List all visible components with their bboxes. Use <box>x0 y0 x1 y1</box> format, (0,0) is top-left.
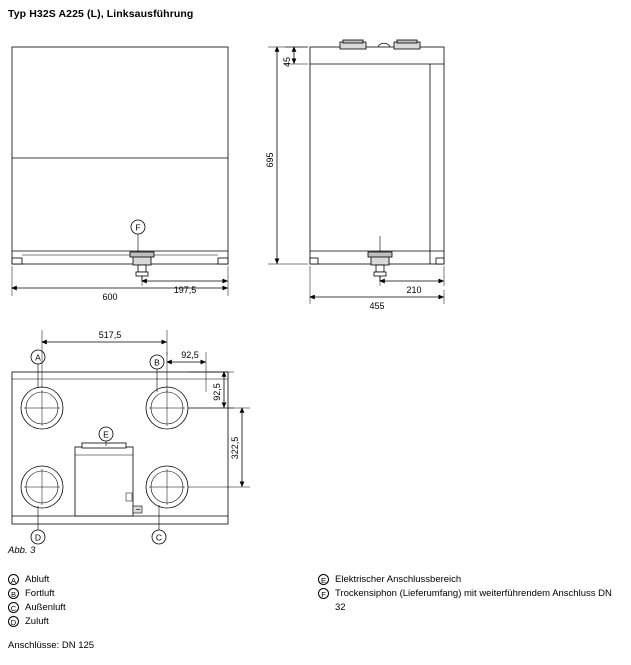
legend-key-a: A <box>8 574 19 585</box>
callout-f-label: F <box>135 222 141 233</box>
figure-caption: Abb. 3 <box>8 545 36 556</box>
connection-footnote: Anschlüsse: DN 125 <box>8 640 95 651</box>
legend-right <box>318 573 618 615</box>
callout-a-label: A <box>35 352 41 363</box>
dim-455-label: 455 <box>369 301 385 311</box>
legend-label-b: Fortluft <box>25 588 55 599</box>
callout-d-label: D <box>34 532 42 543</box>
dim-210-label: 210 <box>406 285 422 295</box>
legend-key-e: E <box>318 574 329 585</box>
dim-front-width <box>12 266 228 302</box>
dim-517-5-label: 517,5 <box>98 330 122 340</box>
front-view-body <box>12 47 228 264</box>
legend-item <box>318 587 618 614</box>
legend-item <box>8 601 308 615</box>
legend-key-c: C <box>8 602 19 613</box>
legend-item <box>8 573 308 587</box>
callout-b-label: B <box>154 357 160 368</box>
legend-item <box>8 587 308 601</box>
page-title: Typ H32S A225 (L), Linksausführung <box>8 8 194 20</box>
dim-600-label: 600 <box>102 292 118 302</box>
dim-197-5-label: 197,5 <box>173 285 197 295</box>
dim-92-5-x-label: 92,5 <box>181 350 199 360</box>
dim-front-siphon-offset <box>142 276 228 295</box>
legend-key-b: B <box>8 588 19 599</box>
top-view-electrical-box <box>75 443 142 516</box>
dim-92-5-y-label: 92,5 <box>212 383 222 401</box>
callout-e-label: E <box>103 429 109 440</box>
legend-label-e: Elektrischer Anschlussbereich <box>335 574 462 585</box>
legend-key-d: D <box>8 616 19 627</box>
legend-left <box>8 573 308 629</box>
dim-side-total-height <box>265 47 308 264</box>
legend-item <box>318 573 618 587</box>
dim-322-5-label: 322,5 <box>230 436 240 460</box>
callout-c-label: C <box>155 532 163 543</box>
legend-item <box>8 615 308 629</box>
legend-label-f: Trockensiphon (Lieferumfang) mit weiterführendem Anschluss DN 32 <box>335 588 612 613</box>
dim-695-label: 695 <box>265 152 275 168</box>
legend-label-d: Zuluft <box>25 616 49 627</box>
dim-side-inner-depth <box>380 266 444 295</box>
legend-label-a: Abluft <box>25 574 50 585</box>
side-view-body <box>310 40 444 264</box>
legend-label-c: Außenluft <box>25 602 66 613</box>
dim-side-top-height <box>282 47 308 67</box>
dim-45-label: 45 <box>282 56 292 68</box>
legend-key-f: F <box>318 588 329 599</box>
